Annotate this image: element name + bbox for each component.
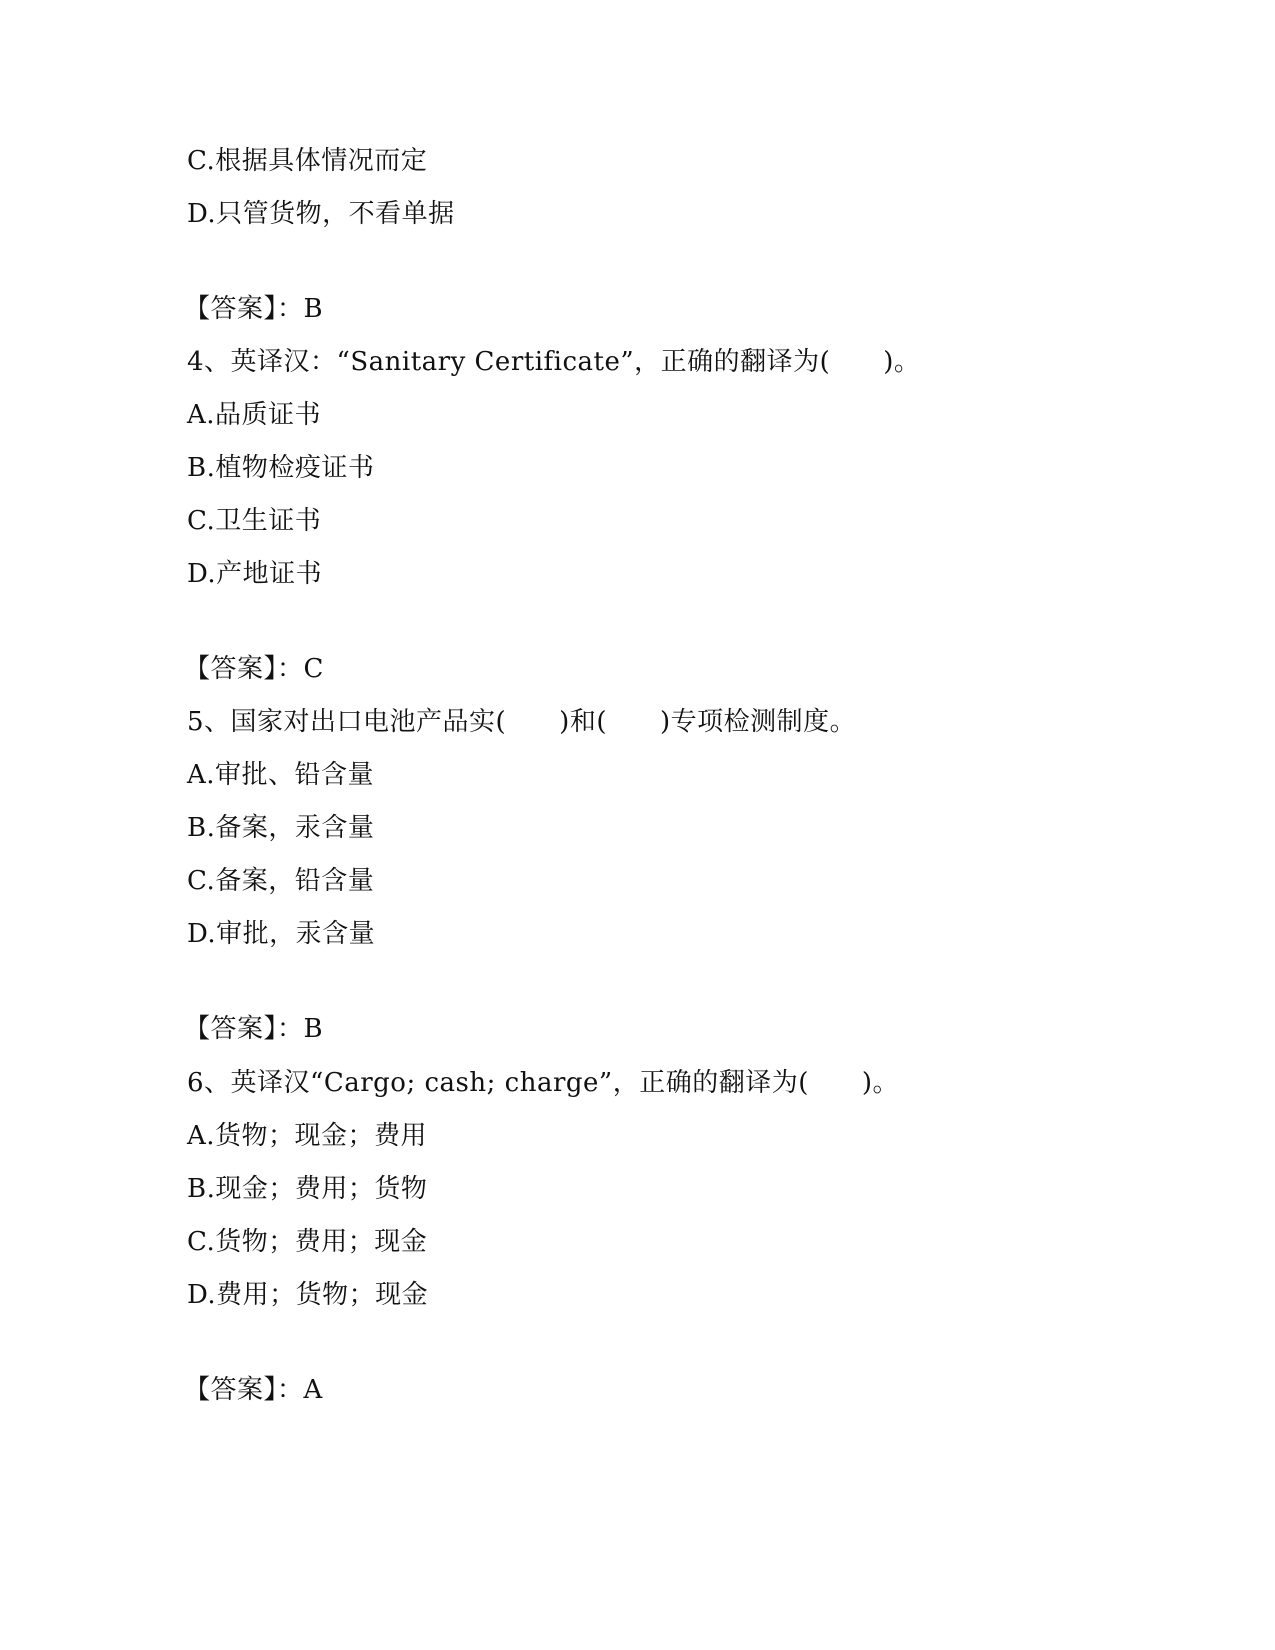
q5-stem: 5、国家对出口电池产品实( )和( )专项检测制度。: [187, 707, 857, 737]
q6-answer: 【答案】：A: [184, 1375, 323, 1405]
q5-option-c: C.备案，铅含量: [187, 866, 375, 896]
q6-option-c: C.货物；费用；现金: [187, 1227, 428, 1257]
q4-option-d: D.产地证书: [187, 559, 323, 589]
q6-option-a: A.货物；现金；费用: [187, 1121, 428, 1151]
q3-option-c: C.根据具体情况而定: [187, 146, 428, 176]
q4-option-a: A.品质证书: [187, 400, 322, 430]
q6-option-d: D.费用；货物；现金: [187, 1280, 429, 1310]
q5-answer: 【答案】：B: [184, 1014, 324, 1044]
q4-stem: 4、英译汉：“Sanitary Certificate”，正确的翻译为( )。: [187, 347, 921, 377]
q4-option-c: C.卫生证书: [187, 506, 322, 536]
q3-answer: 【答案】：B: [184, 294, 324, 324]
q3-option-d: D.只管货物，不看单据: [187, 199, 455, 229]
q4-option-b: B.植物检疫证书: [187, 453, 375, 483]
q6-option-b: B.现金；费用；货物: [187, 1174, 428, 1204]
q6-stem: 6、英译汉“Cargo; cash; charge”，正确的翻译为( )。: [187, 1068, 899, 1098]
q5-option-d: D.审批，汞含量: [187, 919, 376, 949]
q5-option-a: A.审批、铅含量: [187, 760, 375, 790]
q4-answer: 【答案】：C: [184, 654, 324, 684]
q5-option-b: B.备案，汞含量: [187, 813, 375, 843]
